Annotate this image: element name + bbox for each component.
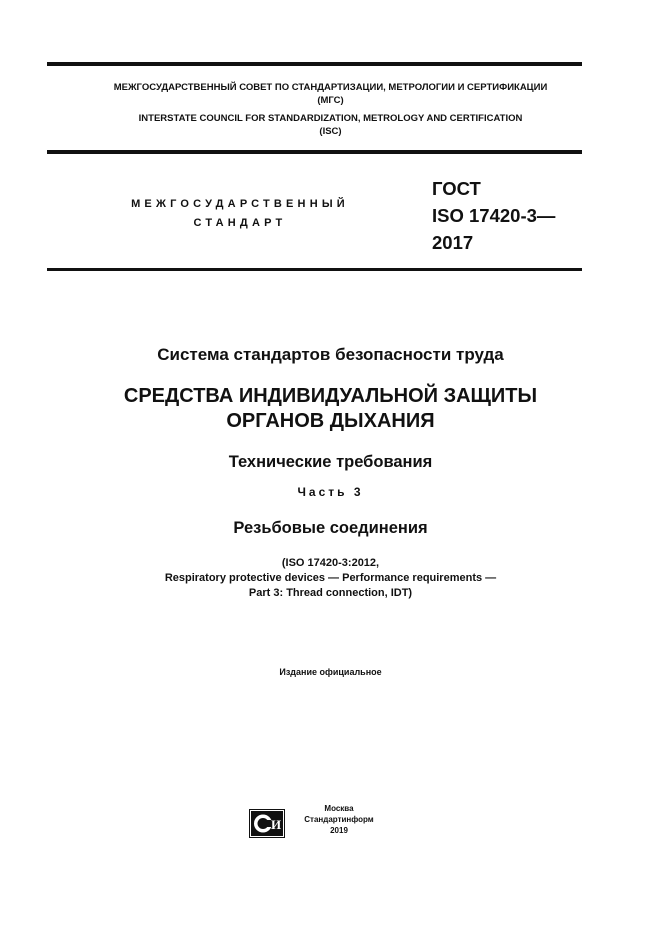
official-edition: Издание официальное <box>279 667 382 677</box>
council-ru: МЕЖГОСУДАРСТВЕННЫЙ СОВЕТ ПО СТАНДАРТИЗАЦИИ, МЕТРОЛОГИИ И СЕРТИФИКАЦИИ <box>113 82 548 93</box>
council-en-abbr: (ISC) <box>319 126 342 137</box>
publisher-name: Стандартинформ <box>304 815 374 824</box>
publisher-city: Москва <box>324 804 354 813</box>
publisher-block <box>300 803 378 836</box>
gost-designation-line2: ISO 17420-3— <box>432 205 556 226</box>
svg-text:И: И <box>270 817 282 832</box>
part-title: Резьбовые соединения <box>233 519 428 537</box>
series-title: Система стандартов безопасности труда <box>157 345 504 364</box>
iso-reference-line2: Respiratory protective devices — Performance requirements — <box>164 572 497 584</box>
designation-divider <box>47 268 582 271</box>
publisher-year: 2019 <box>330 826 348 835</box>
part-number: Часть 3 <box>297 485 364 499</box>
council-ru-abbr: (МГС) <box>317 95 344 106</box>
header-divider <box>47 150 582 154</box>
standartinform-logo-icon <box>249 809 285 838</box>
subtitle: Технические требования <box>228 453 433 471</box>
standard-type-line2: СТАНДАРТ <box>193 217 287 229</box>
main-title-line2: ОРГАНОВ ДЫХАНИЯ <box>226 410 435 432</box>
iso-reference-line1: (ISO 17420-3:2012, <box>281 557 380 569</box>
council-en: INTERSTATE COUNCIL FOR STANDARDIZATION, METROLOGY AND CERTIFICATION <box>138 113 523 124</box>
standard-type-line1: МЕЖГОСУДАРСТВЕННЫЙ <box>131 198 349 210</box>
main-title-line1: СРЕДСТВА ИНДИВИДУАЛЬНОЙ ЗАЩИТЫ <box>123 385 538 407</box>
gost-designation-line3: 2017 <box>432 232 474 253</box>
iso-reference-line3: Part 3: Thread connection, IDT) <box>248 587 413 599</box>
top-rule <box>47 62 582 66</box>
gost-designation-line1: ГОСТ <box>432 178 481 199</box>
